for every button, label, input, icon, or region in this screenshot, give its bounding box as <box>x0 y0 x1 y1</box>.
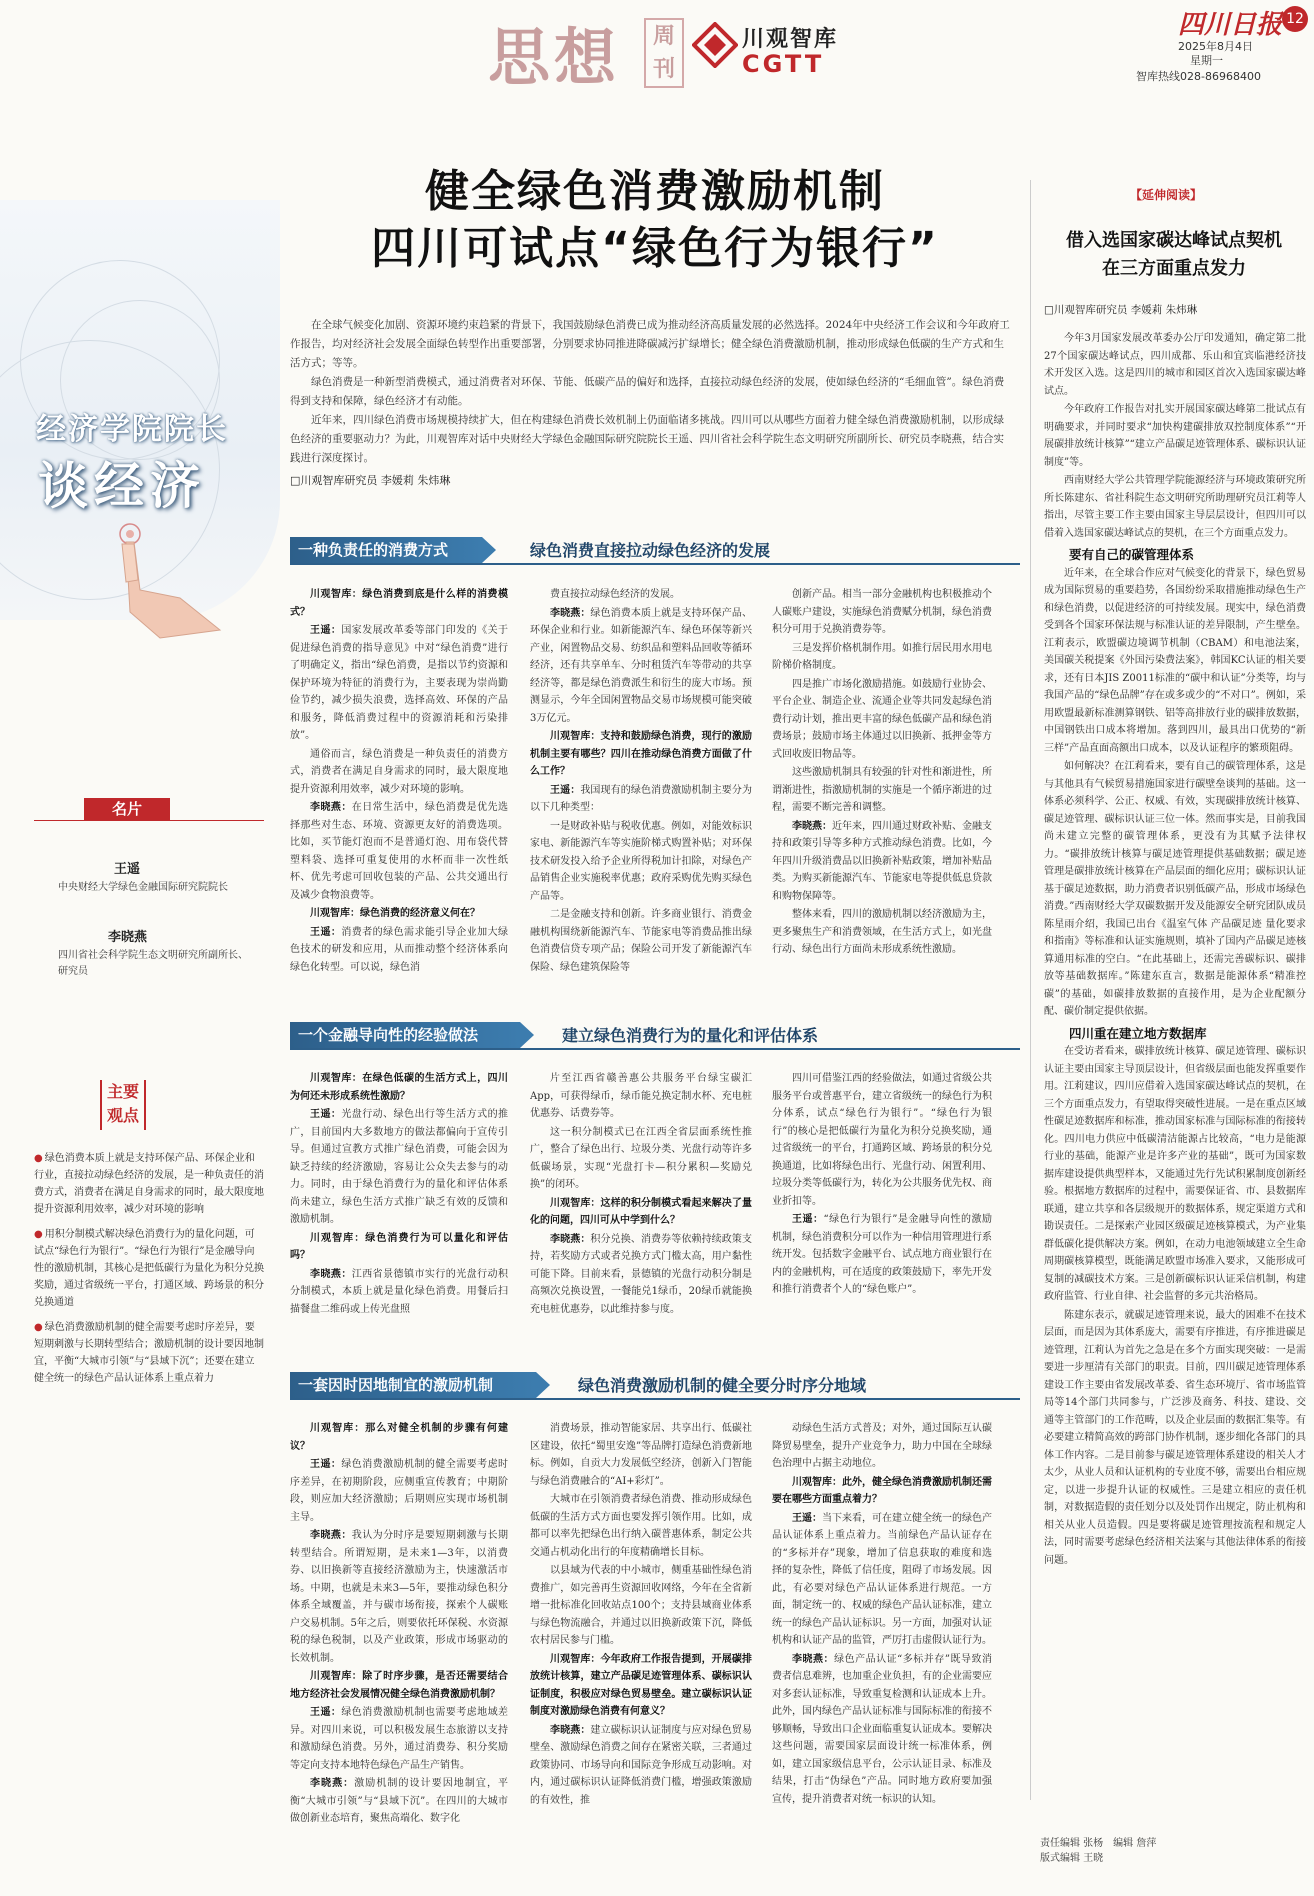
paragraph-text: 二是金融支持和创新。许多商业银行、消费金融机构围绕新能源汽车、节能家电等消费品推出绿色消费信贷专项产品；保险公司开发了新能源汽车保险、绿色建筑保险等 <box>530 909 752 973</box>
question-paragraph: 川观智库：绿色消费的经济意义何在？ <box>310 908 480 919</box>
speaker-label: 李晓燕： <box>310 1530 352 1541</box>
paragraph-text: 江西省景德镇市实行的光盘行动积分制模式，本质上就是量化绿色消费。用餐后扫描餐盘二维码或上传光盘照 <box>290 1268 508 1315</box>
speaker-label: 李晓燕： <box>550 1233 591 1245</box>
paragraph-text: 通俗而言，绿色消费是一种负责任的消费方式，消费者在满足自身需求的同时，最大限度地提升资源利用效率，减少对环境的影响。 <box>290 748 508 795</box>
body-paragraph <box>290 1527 508 1667</box>
paragraph-text: 绿色消费激励机制也需要考虑地域差异。对四川来说，可以积极发展生态旅游以支持和激励绿色消费。另外，通过消费券、积分奖励等定向支持本地特色绿色产品生产销售。 <box>290 1707 508 1771</box>
article-column <box>290 1070 508 1362</box>
intro-paragraph: 近年来，四川绿色消费市场规模持续扩大，但在构建绿色消费长效机制上仍面临诸多挑战。四川可以从哪些方面着力健全绿色消费激励机制，以形成绿色经济的重要驱动力？为此，川观智库对话中央财经大学绿色金融国际研究院院长王遥、四川省社会科学院生态文明研究所副所长、研究员李晓燕，结合实践进行深度探讨。 <box>290 414 1004 464</box>
pointing-hand-icon <box>100 520 250 640</box>
key-point: ● 绿色消费本质上就是支持环保产品、环保企业和行业，直接拉动绿色经济的发展，是一种负责任的消费方式，消费者在满足自身需求的同时，最大限度地提升资源利用效率，减少对环境的影响 <box>34 1150 264 1218</box>
question-paragraph: 川观智库：在绿色低碳的生活方式上，四川为何还未形成系统性激励？ <box>290 1073 508 1102</box>
sidebar-subhead: 要有自己的碳管理体系 <box>1069 547 1195 562</box>
body-paragraph <box>772 1510 992 1650</box>
paragraph-text: 陈建东表示，就碳足迹管理来说，最大的困难不在技术层面，而是因为其体系庞大，需要有序推进，有序推进碳足迹管理，江莉认为首先之急是在多个方面实现突破：一是需要进一步厘清有关部门的职责。目前，四川碳足迹管理体系建设工作主要由省发展改革委、省生态环境厅、省市场监管局等14个部门共同参与，广泛涉及商务、科技、建设、交通等主管部门的工作范畴，以及企业层面的数据汇集等。有必要建立精简高效的跨部门协作机制，逐步细化各部门的具体工作内容。二是目前参与碳足迹管理体系建设的相关人才太少，从业人员和认证机构的专业度不够，需要出台相应规定，以进一步提升认证的权威性。三是建立相应的责任机制，对数据造假的责任划分以及处罚作出规定，防止机构和相关从业人员造假。四是要将碳足迹管理按流程和规定人法，同时需要考虑绿色经济相关法案与其他法律体系的衔接问题。 <box>1044 1309 1306 1566</box>
paragraph-text: 这些激励机制具有较强的针对性和渐进性，所谓渐进性，指激励机制的实施是一个循序渐进的过程，需要不断完善和调整。 <box>772 767 992 813</box>
section-subhead-3: 绿色消费激励机制的健全要分时序分地域 <box>578 1376 867 1395</box>
paragraph-text: 我国现有的绿色消费激励机制主要分为以下几种类型： <box>530 784 752 813</box>
body-paragraph <box>530 906 752 976</box>
section-subhead-1: 绿色消费直接拉动绿色经济的发展 <box>530 541 771 560</box>
sidebar-byline: □川观智库研究员 李媛莉 朱炜琳 <box>1044 304 1198 316</box>
body-paragraph <box>772 640 992 675</box>
body-paragraph <box>290 746 508 799</box>
person-title-2: 四川省社会科学院生态文明研究所副所长、研究员 <box>58 950 248 977</box>
page-number: 12 <box>1282 6 1308 32</box>
section-bar-3: 一套因时因地制宜的激励机制 <box>290 1372 536 1398</box>
body-paragraph <box>290 1704 508 1774</box>
section-title: 思想 <box>488 21 621 94</box>
brand-name-cn: 川观智库 <box>742 27 839 52</box>
column-name-line2: 谈经济 <box>38 457 206 515</box>
paragraph-text: 一是财政补贴与税收优惠。例如，对能效标识家电、新能源汽车等实施阶梯式购置补贴；对环保技术研发投入给予企业所得税加计扣除，对绿色产品销售企业实施税率优惠；政府采购优先购买绿色产品等。 <box>530 820 752 902</box>
body-paragraph <box>290 1106 508 1229</box>
paragraph-text: 四是推广市场化激励措施。如鼓励行业协会、平台企业、制造企业、流通企业等共同发起绿色消费行动计划，推出更丰富的绿色低碳产品和绿色消费场景；鼓励市场主体通过以旧换新、抵押金等方式回收废旧物品等。 <box>772 678 992 760</box>
body-paragraph <box>530 818 752 906</box>
speaker-label: 李晓燕： <box>550 1724 591 1736</box>
body-paragraph <box>772 1651 992 1809</box>
headline-line2: 四川可试点“绿色行为银行” <box>371 223 939 274</box>
article-column <box>290 1420 508 1888</box>
body-paragraph <box>772 1420 992 1473</box>
paragraph-text: “绿色行为银行”是金融导向性的激励机制，绿色消费积分可以作为一种信用管理进行系统开发。包括数字金融平台、试点地方商业银行在内的金融机构，可在适度的政策鼓励下，率先开发和推行消费者个人的“绿色账户”。 <box>772 1214 992 1295</box>
body-paragraph <box>772 586 992 639</box>
key-points-title: 主要观点 <box>100 1080 146 1130</box>
paragraph-text: 近年来，四川通过财政补贴、金融支持和政策引导等多种方式推动绿色消费。比如，今年四川升级消费品以旧换新补贴政策，增加补贴品类。为购买新能源汽车、节能家电等提供低息贷款和购物保障等。 <box>772 820 992 902</box>
body-paragraph <box>530 1124 752 1194</box>
body-paragraph <box>290 799 508 904</box>
body-paragraph <box>530 1722 752 1810</box>
question-paragraph: 川观智库：支持和鼓励绿色消费，现行的激励机制主要有哪些？四川在推动绿色消费方面做了什么工作？ <box>530 731 752 777</box>
body-paragraph <box>290 622 508 745</box>
question-paragraph: 川观智库：绿色消费到底是什么样的消费模式？ <box>290 589 508 618</box>
extended-reading-tag: 【延伸阅读】 <box>1130 188 1203 202</box>
speaker-label: 李晓燕： <box>310 1268 352 1280</box>
body-paragraph <box>1044 758 1306 1021</box>
byline: □川观智库研究员 李媛莉 朱炜琳 <box>290 474 451 487</box>
brand-name-en: CGTT <box>742 50 825 78</box>
intro-paragraph: 在全球气候变化加剧、资源环境约束趋紧的背景下，我国鼓励绿色消费已成为推动经济高质量发展的必然选择。2024年中央经济工作会议和今年政府工作报告，均对经济社会发展全面绿色转型作出重要部署，分别要求协同推进降碳减污扩绿增长；健全绿色消费激励机制，推动形成绿色低碳的生产方式和生活方式；等等。 <box>290 319 1010 369</box>
speaker-label: 王遥： <box>792 1214 824 1225</box>
intro-text <box>290 316 1010 468</box>
speaker-label: 李晓燕： <box>310 802 352 813</box>
paragraph-text: 创新产品。相当一部分金融机构也积极推动个人碳账户建设，实施绿色消费赋分机制，绿色消费积分可用于兑换消费券等。 <box>772 589 992 635</box>
intro-paragraph: 绿色消费是一种新型消费模式，通过消费者对环保、节能、低碳产品的偏好和选择，直接拉动绿色经济的发展，使如绿色经济的“毛细血管”。绿色消费得到支持和保障，绿色经济才有动能。 <box>290 376 1005 407</box>
paragraph-text: 动绿色生活方式普及；对外，通过国际互认碳降贸易壁垒，提升产业竞争力，助力中国在全球绿色治理中占据主动地位。 <box>772 1423 992 1469</box>
paragraph-text: 以县域为代表的中小城市，侧重基础性绿色消费推广，如完善再生资源回收网络，今年在全省新增一批标准化回收站点100个；支持县域商业体系与绿色物流融合，并通过以旧换新政策下沉，降低农村居民参与门槛。 <box>530 1565 752 1646</box>
body-paragraph <box>1044 330 1306 400</box>
body-paragraph <box>290 1456 508 1526</box>
article-column <box>772 1070 992 1362</box>
paragraph-text: 在日常生活中，绿色消费是优先选择那些对生态、环境、资源更友好的消费选项。比如，买节能灯泡而不是普通灯泡、用布袋代替塑料袋、选择可重复使用的水杯而非一次性纸杯、优先考虑可回收包装的产品、公共交通出行及减少食物浪费等。 <box>290 802 508 901</box>
speaker-label: 李晓燕： <box>792 820 832 832</box>
person-title-1: 中央财经大学绿色金融国际研究院院长 <box>58 882 228 893</box>
paragraph-text: 当下来看，可在建立健全统一的绿色产品认证体系上重点着力。当前绿色产品认证存在的“多标并存”现象，增加了信息获取的难度和选择的复杂性，降低了信任度，阻碍了市场发展。因此，有必要对绿色产品认证体系进行规范。一方面，制定统一的、权威的绿色产品认证标准，建立统一的绿色产品认证标识。另一方面，加强对认证机构和认证产品的监管，严厉打击虚假认证行为。 <box>772 1512 992 1646</box>
paragraph-text: 激励机制的设计要因地制宜，平衡“大城市引领”与“县域下沉”。在四川的大城市做创新业态培育，聚焦高端化、数字化 <box>290 1778 508 1824</box>
credits-line: 责任编辑 张杨 编辑 詹萍 <box>1040 1838 1157 1849</box>
paragraph-text: 西南财经大学公共管理学院能源经济与环境政策研究所所长陈建东、省社科院生态文明研究所助理研究员江莉等人指出，尽管主要工作主要由国家主导层层设计，但四川可以借着入选国家碳达峰试点的契机，在三个方面重点发力。 <box>1044 475 1306 539</box>
body-paragraph <box>530 1420 752 1490</box>
paragraph-text: 整体来看，四川的激励机制以经济激励为主，更多聚焦生产和消费领域，在生活方式上，如光盘行动、绿色出行方面尚未形成系统性激励。 <box>772 909 992 955</box>
paragraph-text: 绿色产品认证“多标并存”既导致消费者信息难辨，也加重企业负担，有的企业需要应对多套认证标准，导致重复检测和认证成本上升。此外，国内绿色产品认证标准与国际标准的衔接不够顺畅，导致出口企业面临重复认证成本。要解决这些问题，需要国家层面设计统一标准体系，例如，建立国家级信息平台，公示认证目录、标准及结果，打击“伪绿色”产品。同时地方政府要加强宣传，提升消费者对统一标识的认知。 <box>772 1653 992 1805</box>
body-paragraph <box>772 906 992 959</box>
publish-date: 2025年8月4日 <box>1178 40 1253 53</box>
question-paragraph: 川观智库：这样的积分制模式看起来解决了量化的问题，四川可从中学到什么？ <box>530 1197 752 1226</box>
paragraph-text: 国家发展改革委等部门印发的《关于促进绿色消费的指导意见》中对“绿色消费”进行了明确定义，指出“绿色消费，是指以节约资源和保护环境为特征的消费行为，主要表现为崇尚勤俭节约，减少损失浪费，选择高效、环保的产品和服务，降低消费过程中的资源消耗和污染排放”。 <box>290 625 508 741</box>
article-column <box>772 1420 992 1888</box>
cgtt-logo-icon <box>692 22 738 68</box>
sidebar-title-line1: 借入选国家碳达峰试点契机 <box>1066 230 1282 251</box>
paragraph-text: 光盘行动、绿色出行等生活方式的推广，目前国内大多数地方的做法都偏向于宣传引导。但通过宣教方式推广绿色消费，可能会因为缺乏持续的经济激励，容易让公众失去参与的动力。同时，由于绿色消费行为的量化和评估体系尚未建立，绿色生活方式推广缺乏有效的反馈和激励机制。 <box>290 1109 508 1225</box>
paragraph-text: 费直接拉动绿色经济的发展。 <box>550 589 680 600</box>
body-paragraph <box>772 1211 992 1299</box>
sidebar-divider <box>1030 180 1031 1800</box>
column-name-line1: 经济学院院长 <box>36 412 228 447</box>
question-paragraph: 川观智库：那么对健全机制的步骤有何建议？ <box>290 1423 508 1452</box>
speaker-label: 王遥： <box>310 1109 342 1120</box>
paragraph-text: 三是发挥价格机制作用。如推行居民用水用电阶梯价格制度。 <box>772 642 992 671</box>
hotline: 智库热线028-86968400 <box>1136 70 1261 83</box>
article-column <box>530 1070 752 1362</box>
speaker-label: 李晓燕： <box>310 1778 355 1789</box>
speaker-label: 王遥： <box>310 1707 342 1718</box>
key-point: ● 绿色消费激励机制的健全需要考虑时序差异，要短期刺激与长期转型结合；激励机制的设计要因地制宜，平衡“大城市引领”与“县域下沉”；还要在建立健全统一的绿色产品认证体系上重点着力 <box>34 1319 264 1387</box>
paragraph-text: 片至江西省赣善惠公共服务平台绿宝碳汇App，可获得绿币，绿币能兑换定制水杯、充电桩优惠券、话费券等。 <box>530 1073 752 1119</box>
body-paragraph <box>1044 401 1306 471</box>
paragraph-text: 绿色消费激励机制的健全需要考虑时序差异，在初期阶段，应侧重宣传教育；中期阶段，则应加大经济激励；后期则应实现市场机制主导。 <box>290 1459 508 1523</box>
newspaper-logo: 四川日报 <box>1178 10 1283 40</box>
body-paragraph <box>1044 472 1306 542</box>
paragraph-text: 今年3月国家发展改革委办公厅印发通知，确定第二批27个国家碳达峰试点，四川成都、乐山和宜宾临港经济技术开发区入选。这是四川的城市和园区首次入选国家碳达峰试点。 <box>1044 333 1306 397</box>
namecard-tab: 名片 <box>84 798 170 820</box>
person-name-2: 李晓燕 <box>108 930 148 945</box>
paragraph-text: 如何解决？在江莉看来，要有自己的碳管理体系，这是与其他具有气候贸易措施国家进行碳壁垒谈判的基础。这一体系必须科学、公正、权威、有效，实现碳排放统计核算、碳足迹管理、碳标识认证三位一体。然而事实是，目前我国尚未建立完整的碳管理体系，更没有为其赋予法律权力。“碳排放统计核算与碳足迹管理提供基础数据；碳足迹管理是碳排放统计核算在产品层面的细化应用；碳标识认证基于碳足迹数据，助力消费者识别低碳产品，形成市场绿色消费。”西南财经大学双碳数据开发及能源安全研究团队成员陈星雨介绍，我国已出台《温室气体 产品碳足迹 量化要求和指南》等标准和认证实施规则，填补了国内产品碳足迹核算通用标准的空白。“在此基础上，还需完善碳标识、碳排放等基础数据库。”陈建东直言，数据是能源体系“精准控碳”的基础，如碳排放数据的直接作用，是为企业配额分配、碳价制定提供依据。 <box>1044 761 1306 1017</box>
section-bar-2: 一个金融导向性的经验做法 <box>290 1022 520 1048</box>
speaker-label: 李晓燕： <box>550 607 591 619</box>
body-paragraph <box>1044 1307 1306 1570</box>
paragraph-text: 这一积分制模式已在江西全省层面系统性推广，整合了绿色出行、垃圾分类、光盘行动等许多低碳场景，实现“光盘打卡—积分累积—奖励兑换”的闭环。 <box>530 1126 752 1190</box>
body-paragraph <box>530 605 752 728</box>
key-point: ● 用积分制模式解决绿色消费行为的量化问题，可试点“绿色行为银行”。“绿色行为银行”是金融导向性的激励机制，其核心是把低碳行为量化为积分兑换奖励，通过省级统一平台，打通区域、跨场景的积分兑换通道 <box>34 1226 264 1311</box>
body-paragraph <box>1044 565 1306 758</box>
speaker-label: 王遥： <box>550 784 581 796</box>
body-paragraph <box>290 924 508 977</box>
body-paragraph <box>530 1562 752 1650</box>
namecard-rule <box>34 820 264 821</box>
section-rule <box>290 1398 1020 1400</box>
body-paragraph <box>772 676 992 764</box>
sidebar-title-line2: 在三方面重点发力 <box>1102 258 1246 279</box>
paragraph-text: 我认为分时序是要短期刺激与长期转型结合。所谓短期，是未来1—3年，以消费券、以旧换新等直接经济激励为主，快速激活市场。中期，也就是未来3—5年，要推动绿色积分体系全域覆盖，并与碳市场衔接，探索个人碳账户交易机制。5年之后，则要依托环保税、水资源税的绿色税制，以及产业政策，形成市场驱动的长效机制。 <box>290 1530 508 1664</box>
paragraph-text: 近年来，在全球合作应对气候变化的背景下，绿色贸易成为国际贸易的重要趋势，各国纷纷采取措施推动绿色生产和绿色消费，以促进经济的可持续发展。现实中，绿色消费受到各个国家环保法规与标准认证的差异限制，产生壁垒。江莉表示，欧盟碳边境调节机制（CBAM）和电池法案，美国碳关税提案《外国污染费法案》，韩国KC认证的相关要求，还有日本JIS Z0011标准的“碳中和认证”分类等，均与我国产品的“绿色品牌”存在或多或少的“不对口”。例如，采用欧盟最新标准测算钢铁、铝等高排放行业的碳排放数据，中国钢铁出口成本将增加。落到四川，最具出口优势的“新三样”产品直面高额出口成本，以及认证程序的繁琐阻碍。 <box>1044 567 1306 754</box>
speaker-label: 王遥： <box>310 625 342 636</box>
paragraph-text: 建立碳标识认证制度与应对绿色贸易壁垒、激励绿色消费之间存在紧密关联，三者通过政策协同、市场导向和国际竞争形成互动影响。对内，通过碳标识认证降低消费门槛，增强政策激励的有效性，推 <box>530 1724 752 1806</box>
article-column <box>530 586 752 1004</box>
paragraph-text: 今年政府工作报告对扎实开展国家碳达峰第二批试点有明确要求，并同时要求“加快构建碳排放双控制度体系”“开展碳排放统计核算”“建立产品碳足迹管理体系、碳标识认证制度”等。 <box>1044 404 1306 468</box>
weekly-stamp: 周刊 <box>644 18 684 88</box>
article-column <box>772 586 992 1004</box>
body-paragraph <box>530 1231 752 1319</box>
body-paragraph <box>530 1070 752 1123</box>
headline-line1: 健全绿色消费激励机制 <box>425 166 885 217</box>
body-paragraph <box>530 782 752 817</box>
person-name-1: 王遥 <box>114 862 141 877</box>
speaker-label: 王遥： <box>792 1512 822 1524</box>
sidebar-subhead: 四川重在建立地方数据库 <box>1069 1025 1207 1041</box>
paragraph-text: 绿色消费本质上就是支持环保产品、环保企业和行业。如新能源汽车、绿色环保等新兴产业，闲置物品交易、纺织品和塑料品回收等循环经济，还有共享单车、分时租赁汽车等带动的共享经济等，都是绿色消费派生和衍生的庞大市场。预测显示，今年全国闲置物品交易市场规模可能突破3万亿元。 <box>530 607 752 724</box>
article-column <box>530 1420 752 1888</box>
section-rule <box>290 1048 1020 1050</box>
section-bar-1: 一种负责任的消费方式 <box>290 537 482 563</box>
section-rule <box>290 563 1020 565</box>
speaker-label: 王遥： <box>310 926 342 938</box>
credits-line: 版式编辑 王晓 <box>1040 1853 1104 1864</box>
paragraph-text: 消费者的绿色需求能引导企业加大绿色技术的研发和应用，从而推动整个经济体系向绿色化转型。可以说，绿色消 <box>290 926 508 973</box>
body-paragraph <box>772 1070 992 1210</box>
question-paragraph: 川观智库：绿色消费行为可以量化和评估吗？ <box>290 1232 508 1261</box>
question-paragraph: 川观智库：此外，健全绿色消费激励机制还需要在哪些方面重点着力？ <box>772 1476 992 1505</box>
body-paragraph <box>772 764 992 817</box>
body-paragraph <box>290 1266 508 1319</box>
section-subhead-2: 建立绿色消费行为的量化和评估体系 <box>562 1026 819 1045</box>
speaker-label: 李晓燕： <box>792 1653 835 1665</box>
credits <box>1040 1836 1156 1866</box>
paragraph-text: 四川可借鉴江西的经验做法，如通过省级公共服务平台或普惠平台，建立省级统一的绿色行为积分体系，试点“绿色行为银行”。“绿色行为银行”的核心是把低碳行为量化为积分兑换奖励，通过省级统一的平台，打通跨区域、跨场景的积分兑换通道，比如将绿色出行、光盘行动、闲置利用、垃圾分类等低碳行为，转化为公共服务优先权、商业折扣等。 <box>772 1073 992 1207</box>
key-points-list <box>34 1150 264 1395</box>
publish-weekday: 星期一 <box>1190 54 1223 67</box>
sidebar-body <box>1044 330 1306 1826</box>
body-paragraph <box>530 1491 752 1561</box>
article-column <box>290 586 508 1004</box>
body-paragraph <box>290 1775 508 1828</box>
speaker-label: 王遥： <box>310 1459 342 1470</box>
paragraph-text: 积分兑换、消费券等依赖持续政策支持，若奖励方式或者兑换方式门槛太高，用户黏性可能下降。目前来看，景德镇的光盘行动积分制是高频次兑换设置，一餐能兑1绿币，20绿币就能换充电桩优惠券，以此维持参与度。 <box>530 1233 752 1315</box>
namecard <box>34 798 264 998</box>
body-paragraph <box>530 586 752 604</box>
paragraph-text: 在受访者看来，碳排放统计核算、碳足迹管理、碳标识认证主要由国家主导顶层设计，但省级层面也能发挥重要作用。江莉建议，四川应借着入选国家碳达峰试点的契机，在三个方面重点发力，有望取得突破性进展。一是在重点区域性碳足迹数据库和标准，推动国家标准与国际标准的衔接转化。四川电力供应中低碳清洁能源占比较高，“电力是能源行业的基础，能源产业是许多产业的基础”，既可为国家数据库建设提供典型样本，又能通过先行先试积累制度创新经验。根据地方数据库的过程中，需要保证省、市、县数据库联通，建立共享和各层级规开的数据体系，规定渠道方式和勘误责任。二是探索产业园区级碳足迹核算模式，为产业集群低碳化提供解决方案。例如，在动力电池领域建立全生命周期碳核算模型，既能满足欧盟市场准入要求，又能形成可复制的减碳技术方案。三是创新碳标识认证采信机制，构建政府监管、行业自律、社会监督的多元共治格局。 <box>1044 1046 1306 1302</box>
paragraph-text: 大城市在引领消费者绿色消费、推动形成绿色低碳的生活方式方面也要发挥引领作用。比如，成都可以率先把绿色出行纳入碳普惠体系，制定公共交通占机动化出行的年度精确增长目标。 <box>530 1494 752 1558</box>
question-paragraph: 川观智库：除了时序步骤，是否还需要结合地方经济社会发展情况健全绿色消费激励机制？ <box>290 1671 508 1700</box>
paragraph-text: 消费场景，推动智能家居、共享出行、低碳社区建设，依托“蜀里安逸”等品牌打造绿色消费新地标。例如，自贡大力发展低空经济，创新入门智能与绿色消费融合的“AI+彩灯”。 <box>530 1423 752 1487</box>
body-paragraph <box>772 818 992 906</box>
body-paragraph <box>1044 1043 1306 1306</box>
question-paragraph: 川观智库：今年政府工作报告提到，开展碳排放统计核算，建立产品碳足迹管理体系、碳标识认证制度，积极应对绿色贸易壁垒。建立碳标识认证制度对激励绿色消费有何意义？ <box>530 1653 752 1717</box>
